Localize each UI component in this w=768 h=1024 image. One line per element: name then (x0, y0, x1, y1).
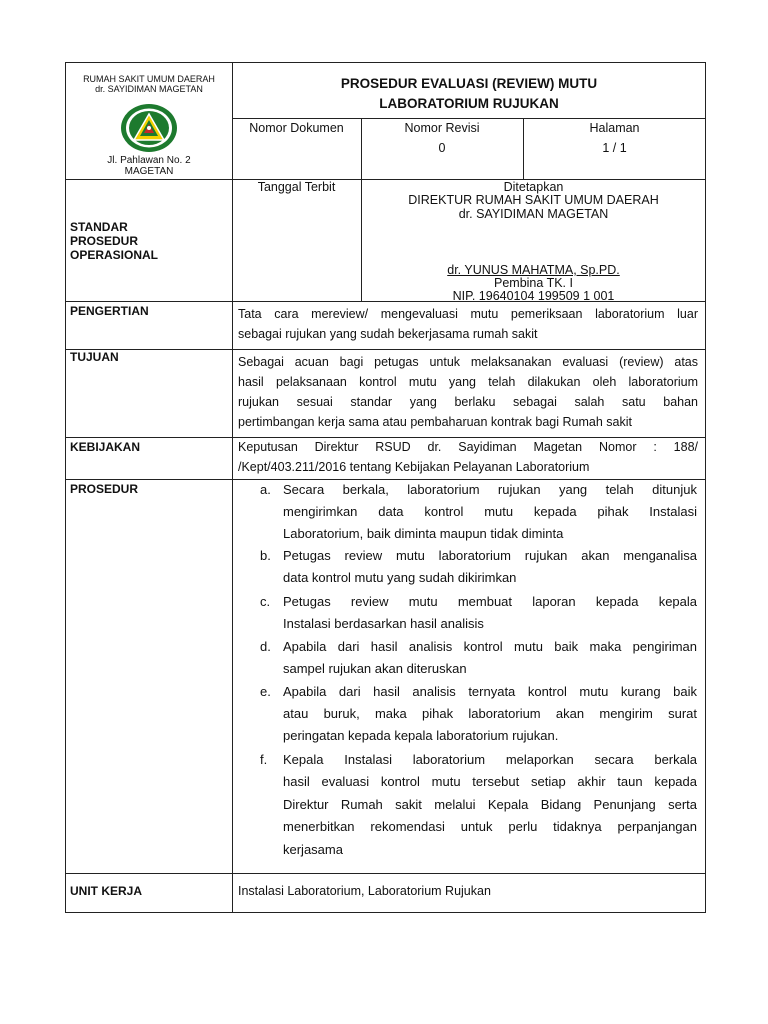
hospital-address: Jl. Pahlawan No. 2 (107, 155, 191, 166)
unit-kerja-value: Instalasi Laboratorium, Laboratorium Rujukan (238, 884, 491, 898)
prosedur-list (66, 63, 706, 873)
text-line: sebagai rujukan yang sudah bekerjasama rumah sakit (238, 327, 538, 341)
kebijakan-label: KEBIJAKAN (70, 440, 141, 454)
text-line: Sebagai acuan bagi petugas untuk melaksanakan evaluasi (review) atas (238, 355, 698, 369)
spo-label: PROSEDUR (70, 234, 139, 248)
hospital-address-city: MAGETAN (124, 166, 174, 177)
document-subtitle: LABORATORIUM RUJUKAN (379, 96, 559, 111)
sop-document (65, 62, 706, 913)
director-name: dr. YUNUS MAHATMA, Sp.PD. (447, 263, 620, 277)
director-title: DIREKTUR RUMAH SAKIT UMUM DAERAH (408, 193, 659, 207)
text-line: hasil evaluasi kontrol mutu tersebut setiap akhir taun kepada (283, 774, 697, 789)
text-line: kerjasama (283, 842, 343, 857)
pengertian-label: PENGERTIAN (70, 304, 149, 318)
text-line: Keputusan Direktur RSUD dr. Sayidiman Magetan Nomor : 188/ (238, 440, 698, 454)
text-line: mengirimkan data kontrol mutu kepada pihak Instalasi (283, 504, 697, 519)
text-line: Secara berkala, laboratorium rujukan yang telah ditunjuk (283, 482, 697, 497)
list-marker: e. (260, 684, 271, 699)
revision-label: Nomor Revisi (404, 121, 480, 135)
text-line: Laboratorium, baik diminta maupun tidak diminta (283, 526, 564, 541)
revision-value: 0 (438, 141, 446, 155)
text-line: pertimbangan kerja sama atau pembaharuan kontrak bagi Rumah sakit (238, 415, 632, 429)
text-line: Apabila dari hasil analisis kontrol mutu baik maka pengiriman (283, 639, 697, 654)
unit-kerja-label: UNIT KERJA (70, 884, 143, 898)
text-line: Petugas review mutu laboratorium rujukan akan menganalisa (283, 548, 697, 563)
text-line: Instalasi berdasarkan hasil analisis (283, 616, 484, 631)
text-line: data kontrol mutu yang sudah dikirimkan (283, 570, 517, 585)
spo-label: OPERASIONAL (70, 248, 159, 262)
text-line: sampel rujukan akan diteruskan (283, 661, 467, 676)
hospital-city: dr. SAYIDIMAN MAGETAN (95, 84, 203, 94)
tujuan-label: TUJUAN (70, 350, 119, 364)
text-line: atau buruk, maka pihak laboratorium akan mengirim surat (283, 706, 697, 721)
text-line: peringatan kepada kepala laboratorium rujukan. (283, 728, 559, 743)
list-marker: d. (260, 639, 271, 654)
director-nip: NIP. 19640104 199509 1 001 (452, 289, 615, 303)
list-marker: f. (260, 752, 268, 767)
hospital-name: RUMAH SAKIT UMUM DAERAH (83, 74, 215, 84)
list-marker: b. (260, 548, 271, 563)
document-title: PROSEDUR EVALUASI (REVIEW) MUTU (340, 76, 598, 91)
page-value: 1 / 1 (602, 141, 627, 155)
row-divider (66, 873, 706, 874)
issued-date-label: Tanggal Terbit (257, 180, 336, 194)
text-line: hasil pelaksanaan kontrol mutu yang telah dilakukan oleh laboratorium (238, 375, 698, 389)
text-line: Kepala Instalasi laboratorium melaporkan secara berkala (283, 752, 697, 767)
text-line: Direktur Rumah sakit melalui Kepala Bidang Penunjang serta (283, 797, 697, 812)
spo-label: STANDAR (70, 220, 128, 234)
director-rank: Pembina TK. I (494, 276, 573, 290)
ditetapkan-label: Ditetapkan (503, 180, 564, 194)
text-line: Apabila dari hasil analisis ternyata kontrol mutu kurang baik (283, 684, 697, 699)
doc-number-label: Nomor Dokumen (249, 121, 344, 135)
text-line: Tata cara mereview/ mengevaluasi mutu pemeriksaan laboratorium luar (238, 307, 698, 321)
list-marker: a. (260, 482, 271, 497)
text-line: /Kept/403.211/2016 tentang Kebijakan Pelayanan Laboratorium (238, 460, 590, 474)
prosedur-label: PROSEDUR (70, 482, 139, 496)
text-line: rujukan sesuai standar yang berlaku sebagai salah satu bahan (238, 395, 698, 409)
director-hospital: dr. SAYIDIMAN MAGETAN (458, 207, 609, 221)
text-line: menerbitkan rekomendasi untuk perlu tidaknya perpanjangan (283, 819, 697, 834)
text-line: Petugas review mutu membuat laporan kepada kepala (283, 594, 697, 609)
list-marker: c. (260, 594, 271, 609)
page-label: Halaman (589, 121, 640, 135)
